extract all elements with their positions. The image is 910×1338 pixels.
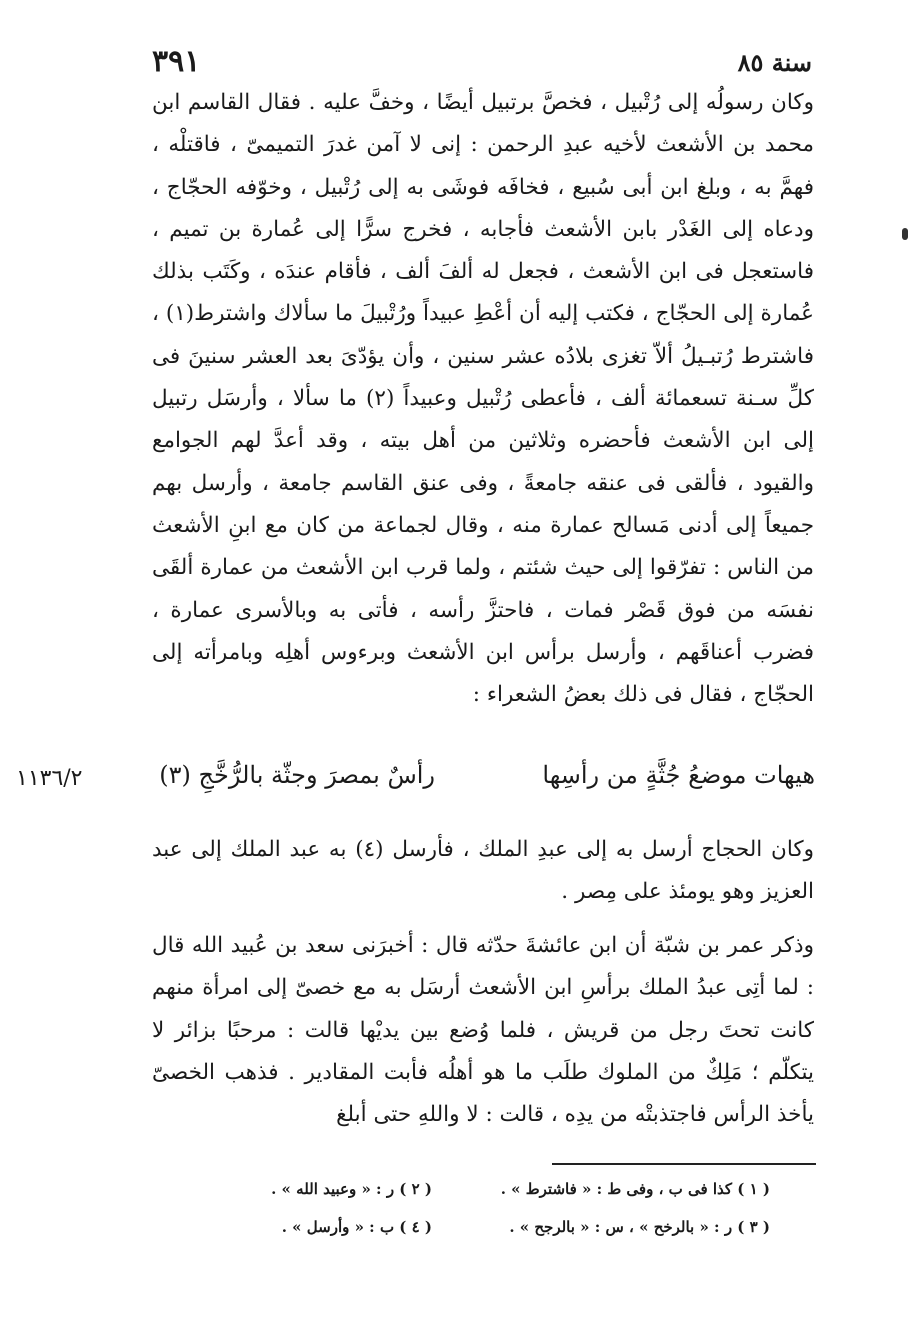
page-number: ٣٩١ [152, 44, 201, 79]
running-head: سنة ٨٥ [737, 48, 812, 77]
footnote-1: ( ١ ) كذا فى ب ، وفى ط : « فاشترط » . [500, 1180, 770, 1198]
page-header [152, 44, 812, 84]
third-paragraph: وذكر عمر بن شبّة أن ابن عائشةَ حدّثه قال : أخبرَنى سعد بن عُبيد الله قال : لما أتِى عبدُ الملك برأسِ ابن الأشعث أرسَل به مع خصىّ إلى امرأة منهم كانت تحتَ رجل من قريش ، فلما وُضع بين يديْها قالت : مرحبًا بزائر لا يتكلّم ؛ مَلِكٌ من الملوك طلَب ما هو أهلُه فأبت المقادير . فذهب الخصىّ يأخذ الرأس فاجتذبتْه من يدِه ، قالت : لا واللهِ حتى أبلغ [152, 933, 814, 1128]
verse-second-hemistich: رأسٌ بمصرَ وجثّة بالرُّخَّجِ (٣) [159, 761, 435, 789]
footnote-2: ( ٢ ) ر : « وعبيد الله » . [271, 1180, 432, 1198]
poetry-verse [150, 757, 815, 803]
binding-mark [902, 228, 908, 240]
verse-first-hemistich: هيهات موضعُ جُثَّةٍ من رأسِها [542, 761, 815, 789]
second-paragraph: وكان الحجاج أرسل به إلى عبدِ الملك ، فأرسل (٤) به عبد الملك إلى عبد العزيز وهو يومئذ على مِصر . [152, 837, 814, 905]
footnote-divider [552, 1163, 816, 1165]
footnote-4: ( ٤ ) ب : « وأرسل » . [281, 1218, 432, 1236]
margin-reference: ١١٣٦/٢ [16, 766, 83, 791]
main-paragraph: وكان رسولُه إلى رُتْبيل ، فخصَّ برتبيل أيضًا ، وخفَّ عليه . فقال القاسم ابن محمد بن الأشعث لأخيه عبدِ الرحمن : إنى لا آمن غدرَ التميمىّ ، فاقتلْه ، فهمَّ به ، وبلغ ابن أبى سُبيع ، فخافَه فوشَى به إلى رُتْبيل ، وخوّفه الحجّاج ، ودعاه إلى الغَدْر بابن الأشعث فأجابه ، فخرج سرًّا إلى عُمارة بن تميم ، فاستعجل فى ابن الأشعث ، فجعل له ألفَ ألف ، فأقام عندَه ، وكَتَب بذلك عُمارة إلى الحجّاج ، فكتب إليه أن أعْطِ عبيداً ورُتْبيلَ ما سألاك واشترط(١) ، فاشترط رُتبـيلُ ألاّ تغزى بلادُه عشر سنين ، وأن يؤدّىَ بعد العشر سنينَ فى كلِّ سـنة تسعمائة ألف ، فأعطى رُتْبيل وعبيداً (٢) ما سألا ، وأرسَل رتبيل إلى ابن الأشعث فأحضره وثلاثين من أهل بيته ، وقد أعدَّ لهم الجوامع والقيود ، فألقى فى عنقه جامعةً ، وفى عنق القاسم جامعة ، وأرسل بهم جميعاً إلى أدنى مَسالح عمارة منه ، وقال لجماعة من كان مع ابنِ الأشعث من الناس : تفرّقوا إلى حيث شئتم ، ولما قرب ابن الأشعث من عمارة ألقَى نفسَه من فوق قَصْر فمات ، فاحتزَّ رأسه ، فأتى به وبالأسرى عمارة ، فضرب أعناقَهم ، وأرسل برأس ابن الأشعث وبرءوس أهلِه وبامرأته إلى الحجّاج ، فقال فى ذلك بعضُ الشعراء : [152, 90, 815, 708]
footnote-3: ( ٣ ) ر : « بالرخح » ، س : « بالرجح » . [509, 1218, 770, 1236]
